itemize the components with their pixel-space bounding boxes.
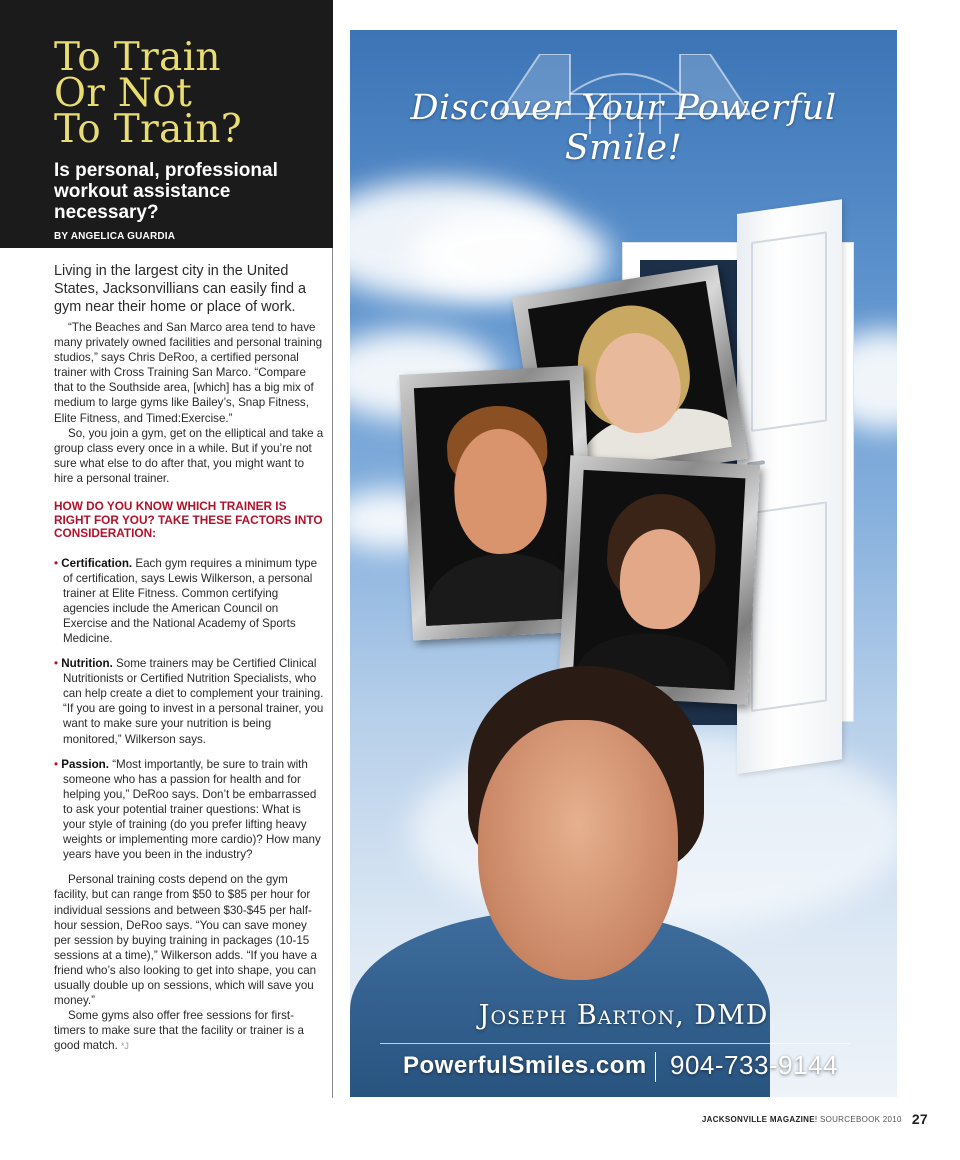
- door-panel: [751, 501, 827, 712]
- bullet-item-certification: [54, 556, 324, 647]
- bullet-text: “Most importantly, be sure to train with someone who has a passion for health and for helping you,” DeRoo says. Don’t be embarrassed to ask your potential trainer questions: What is your style of training (do you prefer lifting heavy weights or implementing more cardio)? How many years have you been in the industry?: [63, 757, 321, 862]
- bullet-label: Certification.: [61, 556, 133, 570]
- phone-number[interactable]: 904-733-9144: [670, 1050, 838, 1080]
- divider-bar: [655, 1052, 656, 1082]
- article-paragraph: So, you join a gym, get on the elliptical and take a group class every once in a while. But if you’re not sure what else to do after that, you might want to hire a personal trainer.: [54, 426, 324, 485]
- article-lead: Living in the largest city in the United States, Jacksonvillians can easily find a gym near their home or place of work.: [54, 263, 306, 315]
- article-paragraph-text: Some gyms also offer free sessions for first-timers to make sure that the facility or trainer is a good match.: [54, 1009, 305, 1053]
- bullet-dot-icon: •: [54, 757, 62, 771]
- bullet-item-nutrition: [54, 656, 324, 747]
- title-line: To Train?: [54, 107, 242, 152]
- dentist-portrait: [478, 720, 678, 980]
- bullet-label: Passion.: [61, 757, 109, 771]
- article-paragraph: “The Beaches and San Marco area tend to have many privately owned facilities and personal training studios,” says Chris DeRoo, a certified personal trainer with Cross Training San Marco. “Compare that to the Southside area, [which] has a big mix of medium to large gyms like Bailey’s, Snap Fitness, Elite Fitness, and Timed:Exercise.”: [54, 321, 323, 425]
- bullet-label: Nutrition.: [61, 657, 113, 671]
- portrait-shoulders: [423, 550, 582, 626]
- website-link[interactable]: PowerfulSmiles.com: [403, 1052, 647, 1079]
- article-subtitle: Is personal, professional workout assistance necessary?: [54, 160, 278, 223]
- magazine-name: JACKSONVILLE MAGAZINE: [701, 1115, 815, 1124]
- dentist-advertisement: [350, 30, 897, 1097]
- ad-tagline: Discover Your Powerful Smile!: [410, 88, 837, 168]
- divider-rule: [380, 1043, 850, 1044]
- article-title: [54, 35, 313, 152]
- end-mark: *J: [120, 1041, 129, 1052]
- article-header: [0, 0, 333, 248]
- title-line: To Train: [54, 35, 221, 80]
- bullet-text: Some trainers may be Certified Clinical Nutritionists or Certified Nutrition Specialists, who can help create a diet to complement your training. “If you are going to invest in a personal trainer, you want to make sure your nutrition is being monitored,” Wilkerson says.: [63, 657, 324, 746]
- bullet-dot-icon: •: [54, 556, 62, 570]
- section-heading: HOW DO YOU KNOW WHICH TRAINER IS RIGHT FOR YOU? TAKE THESE FACTORS INTO CONSIDERATION:: [54, 499, 323, 541]
- article-byline: BY ANGELICA GUARDIA: [54, 231, 176, 242]
- bullet-text: Each gym requires a minimum type of certification, says Lewis Wilkerson, a personal trainer at Elite Fitness. Common certifying agencies include the American Council on Exercise and the National Academy of Sports Medicine.: [63, 556, 318, 645]
- doctor-name: Joseph Barton, DMD: [478, 1000, 769, 1031]
- article-paragraph: Personal training costs depend on the gym facility, but can range from $50 to $85 per hour for individual sessions and between $30-$45 per half-hour session, DeRoo says. “You can save money per session by buying training in packages (10-15 sessions at a time),” Wilkerson adds. “If you have a friend who’s also looking to get into shape, you can usually double up on sessions, which will save you money.”: [54, 873, 317, 1008]
- article-body: [54, 262, 324, 1054]
- title-line: Or Not: [54, 71, 193, 116]
- magazine-mark: !: [814, 1115, 818, 1124]
- column-divider: [332, 248, 333, 1098]
- bullet-dot-icon: •: [54, 657, 62, 671]
- door-panel: [751, 231, 827, 432]
- portrait-photo: [573, 470, 746, 690]
- page-number: 27: [911, 1111, 928, 1127]
- article-paragraph-final: [54, 1008, 324, 1054]
- portrait-photo: [414, 380, 582, 626]
- page-footer: [702, 1111, 928, 1127]
- edition-name: SOURCEBOOK 2010: [817, 1115, 902, 1124]
- ad-contact-bar: [350, 1000, 897, 1097]
- bullet-item-passion: [54, 757, 324, 863]
